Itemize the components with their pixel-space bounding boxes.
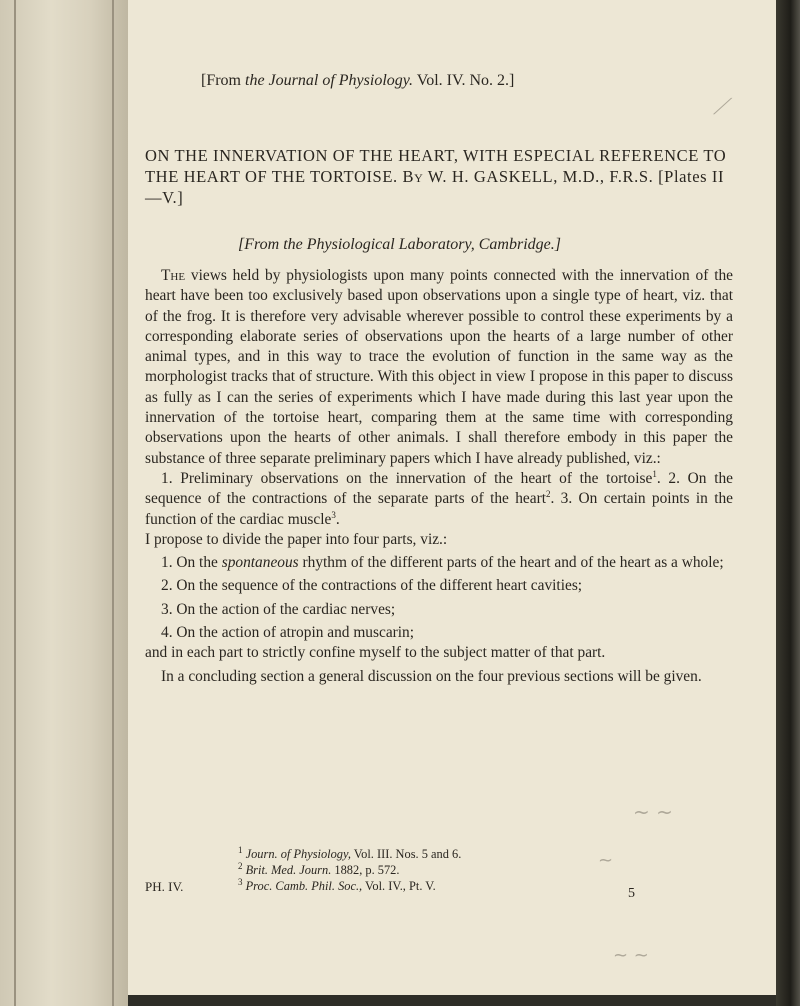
document-page (128, 0, 776, 995)
pencil-scribble: ~ ~ (613, 945, 649, 966)
divide-paragraph: I propose to divide the paper into four parts, viz.: (145, 530, 448, 548)
page-number: 5 (628, 886, 635, 901)
laboratory-note: [From the Physiological Laboratory, Cambridge.] (238, 236, 561, 253)
part-4: 4. On the action of atropin and muscarin; (161, 624, 415, 642)
footnote: $^2$ Brit. Med. Journ. 1882, p. 572. (238, 860, 400, 877)
intro-paragraph: The views held by physiologists upon many points connected with the innervation of the heart have been too exclusively based upon observations upon a single type of heart, viz. that of the frog. It is therefore very advisable wherever possible to control these experiments by a corresponding elaborate series of observations upon the hearts of a large number of other animal types, and in this way to trace the evolution of function in the same way as the morphologist tracks that of structure. With this object in view I propose in this paper to discuss as fully as I can the series of experiments which I have made during this last year upon the innervation of the tortoise heart, comparing them at the same time with corresponding observations upon the hearts of other animals. I shall therefore embody in this paper the substance of three separate preliminary papers which I have already published, viz.: (145, 267, 733, 467)
footnote: $^1$ Journ. of Physiology, Vol. III. Nos. 5 and 6. (238, 844, 462, 861)
journal-source-line: [From the Journal of Physiology. Vol. IV. No. 2.] (201, 72, 515, 89)
concluding-paragraph: In a concluding section a general discussion on the four previous sections will be given. (161, 667, 702, 685)
footnote: $^3$ Proc. Camb. Phil. Soc., Vol. IV., Pt. V. (238, 876, 436, 893)
part-3: 3. On the action of the cardiac nerves; (161, 600, 396, 618)
pencil-scribble: ~ ~ (633, 800, 673, 824)
signature-mark: PH. IV. (145, 879, 184, 894)
binding-line (14, 0, 16, 1006)
part-2: 2. On the sequence of the contractions of the different heart cavities; (161, 577, 583, 595)
part-1: 1. On the spontaneous rhythm of the different parts of the heart and of the heart as a whole; (161, 554, 724, 572)
article-body (145, 266, 733, 687)
pencil-mark: ⟋ (713, 95, 729, 120)
article-title: ON THE INNERVATION OF THE HEART, WITH ESPECIAL REFERENCE TO THE HEART OF THE TORTOISE. By W. H. GASKELL, M.D., F.R.S. [Plates II—V.] (145, 146, 727, 207)
page-bottom-edge (128, 995, 776, 1006)
prelim-paragraph: 1. Preliminary observations on the innervation of the heart of the tortoise$^1$. 2. On the sequence of the contractions of the separate parts of the heart$^2$. 3. On certain points in the function of the cardiac muscle$^3$. (145, 468, 733, 528)
book-binding (0, 0, 128, 1006)
part-4-continued: and in each part to strictly confine myself to the subject matter of that part. (145, 644, 606, 662)
binding-line (112, 0, 114, 1006)
pencil-scribble: ~ (598, 850, 614, 871)
page-edge (776, 0, 800, 1006)
footnotes (238, 846, 461, 894)
